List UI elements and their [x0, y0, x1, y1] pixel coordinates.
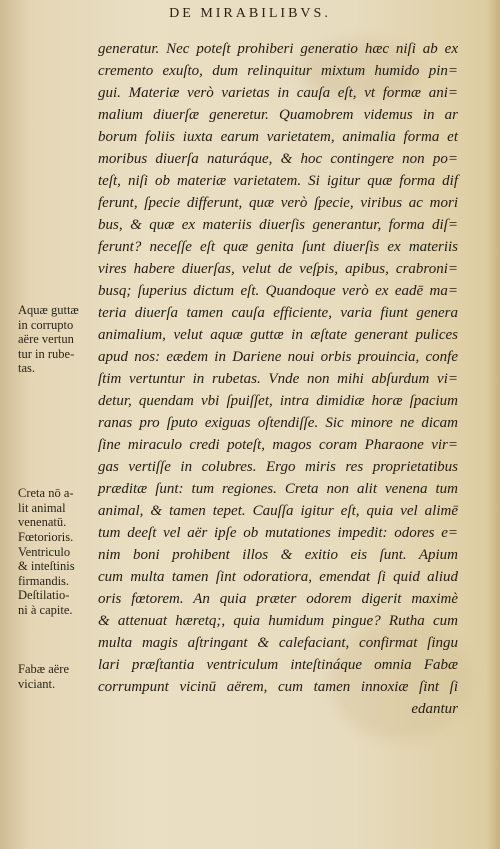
text-line: ſtim vertuntur in rubetas. Vnde non mihi abſurdum vi= [98, 371, 458, 387]
margin-note-line: viciant. [18, 676, 56, 691]
margin-note-line: Creta nō a- [18, 486, 74, 500]
text-line: ferunt? neceſſe eſt quæ genita ſunt diuerſis ex materiis [98, 239, 458, 255]
text-line: vires habere diuerſas, velut de veſpis, apibus, crabroni= [98, 261, 458, 277]
margin-note-line: in corrupto [18, 317, 74, 332]
text-line: corrumpunt vicinū aërem, cum tamen innoxiæ ſint ſi [98, 679, 458, 695]
margin-note-line: Fabæ aëre [18, 662, 70, 676]
margin-note-line: venenatū. [18, 515, 67, 529]
margin-note-line: Aquæ guttæ [18, 303, 79, 317]
text-line: teria diuerſa tamen cauſa efficiente, varia fiunt genera [98, 305, 458, 321]
text-line: animalium, velut aquæ guttæ in æſtate generant pulices [98, 327, 458, 343]
text-line: oris fœtorem. An quia præter odorem digerit maximè [98, 591, 458, 607]
text-line: ferunt, ſpecie differunt, quæ verò ſpecie, viribus ac mori [98, 195, 458, 211]
margin-note-line: Deſtilatio- [18, 588, 70, 602]
margin-note-line: lit animal [18, 500, 66, 515]
margin-note-line: tur in rube- [18, 346, 75, 361]
margin-note-fabae [18, 662, 98, 691]
text-line: nim boni prohibent illos & exitio eis ſunt. Apium [98, 547, 458, 563]
text-line: ranas pro ſputo exiguas oſtendiſſe. Sic minore ne dicam [98, 415, 458, 431]
text-line: cremento exuſto, dum relinquitur mixtum humido pin= [98, 63, 458, 79]
margin-note-line: aëre vertun [18, 332, 74, 346]
text-line: apud nos: eædem in Dariene noui orbis prouincia, confe [98, 349, 458, 365]
margin-note-line: Ventriculo [18, 544, 71, 559]
text-line: borum foliis iuxta earum varietatem, animalia forma et [98, 129, 458, 145]
text-line: bus, & quæ ex materiis diuerſis generantur, forma diſ= [98, 217, 458, 233]
text-line: ſine miraculo credi poteſt, magos coram Pharaone vir= [98, 437, 458, 453]
text-line: multa magis aſtringant & calefaciant, confirmat ſingu [98, 635, 458, 651]
text-line: gui. Materiæ verò varietas in cauſa eſt, vt formæ ani= [98, 85, 458, 101]
text-line: lari præſtantia ventriculum inteſtináque omnia Fabæ [98, 657, 458, 673]
text-line: generatur. Nec poteſt prohiberi generatio hæc niſi ab ex [98, 41, 458, 57]
text-line: & attenuat hæretq;, quia humidum pingue? Rutha cum [98, 613, 458, 629]
text-line: busq; ſuperius dictum eſt. Quandoque verò ex eadē ma= [98, 283, 458, 299]
text-line: malium diuerſæ generetur. Quamobrem videmus in ar [98, 107, 458, 123]
margin-note-foetor [18, 530, 98, 617]
text-line: teſt, niſi ob materiæ varietatem. Si igitur quæ forma dif [98, 173, 458, 189]
page-edge-shadow [486, 0, 500, 849]
margin-note-line: & inteſtinis [18, 559, 75, 573]
text-line: præditæ ſunt: tum regiones. Creta non alit venena tum [98, 481, 458, 497]
text-line: tum deeſt vel aër ipſe ob mutationes impedit: odores e= [98, 525, 458, 541]
main-text-block [98, 38, 458, 720]
text-line: gas vertiſſe in colubres. Ergo miris res proprietatibus [98, 459, 458, 475]
text-line: edantur [411, 701, 458, 717]
running-head: DE MIRABILIBVS. [169, 6, 331, 21]
margin-note-line: tas. [18, 361, 36, 375]
margin-note-aquae-guttae [18, 303, 98, 376]
text-line: moribus diuerſa naturáque, & hoc contingere non po= [98, 151, 458, 167]
text-line: cum multa tamen ſint odoratiora, emendat ſi quid aliud [98, 569, 458, 585]
text-line: detur, quendam vbi ſpuiſſet, intra dimidiæ horæ ſpacium [98, 393, 458, 409]
margin-note-line: firmandis. [18, 573, 70, 588]
margin-note-line: Fœtorioris. [18, 530, 74, 544]
margin-note-creta [18, 486, 98, 530]
margin-note-line: ni à capite. [18, 602, 73, 617]
text-line: animal, & tamen tepet. Cauſſa igitur eſt, quia vel alimē [98, 503, 458, 519]
